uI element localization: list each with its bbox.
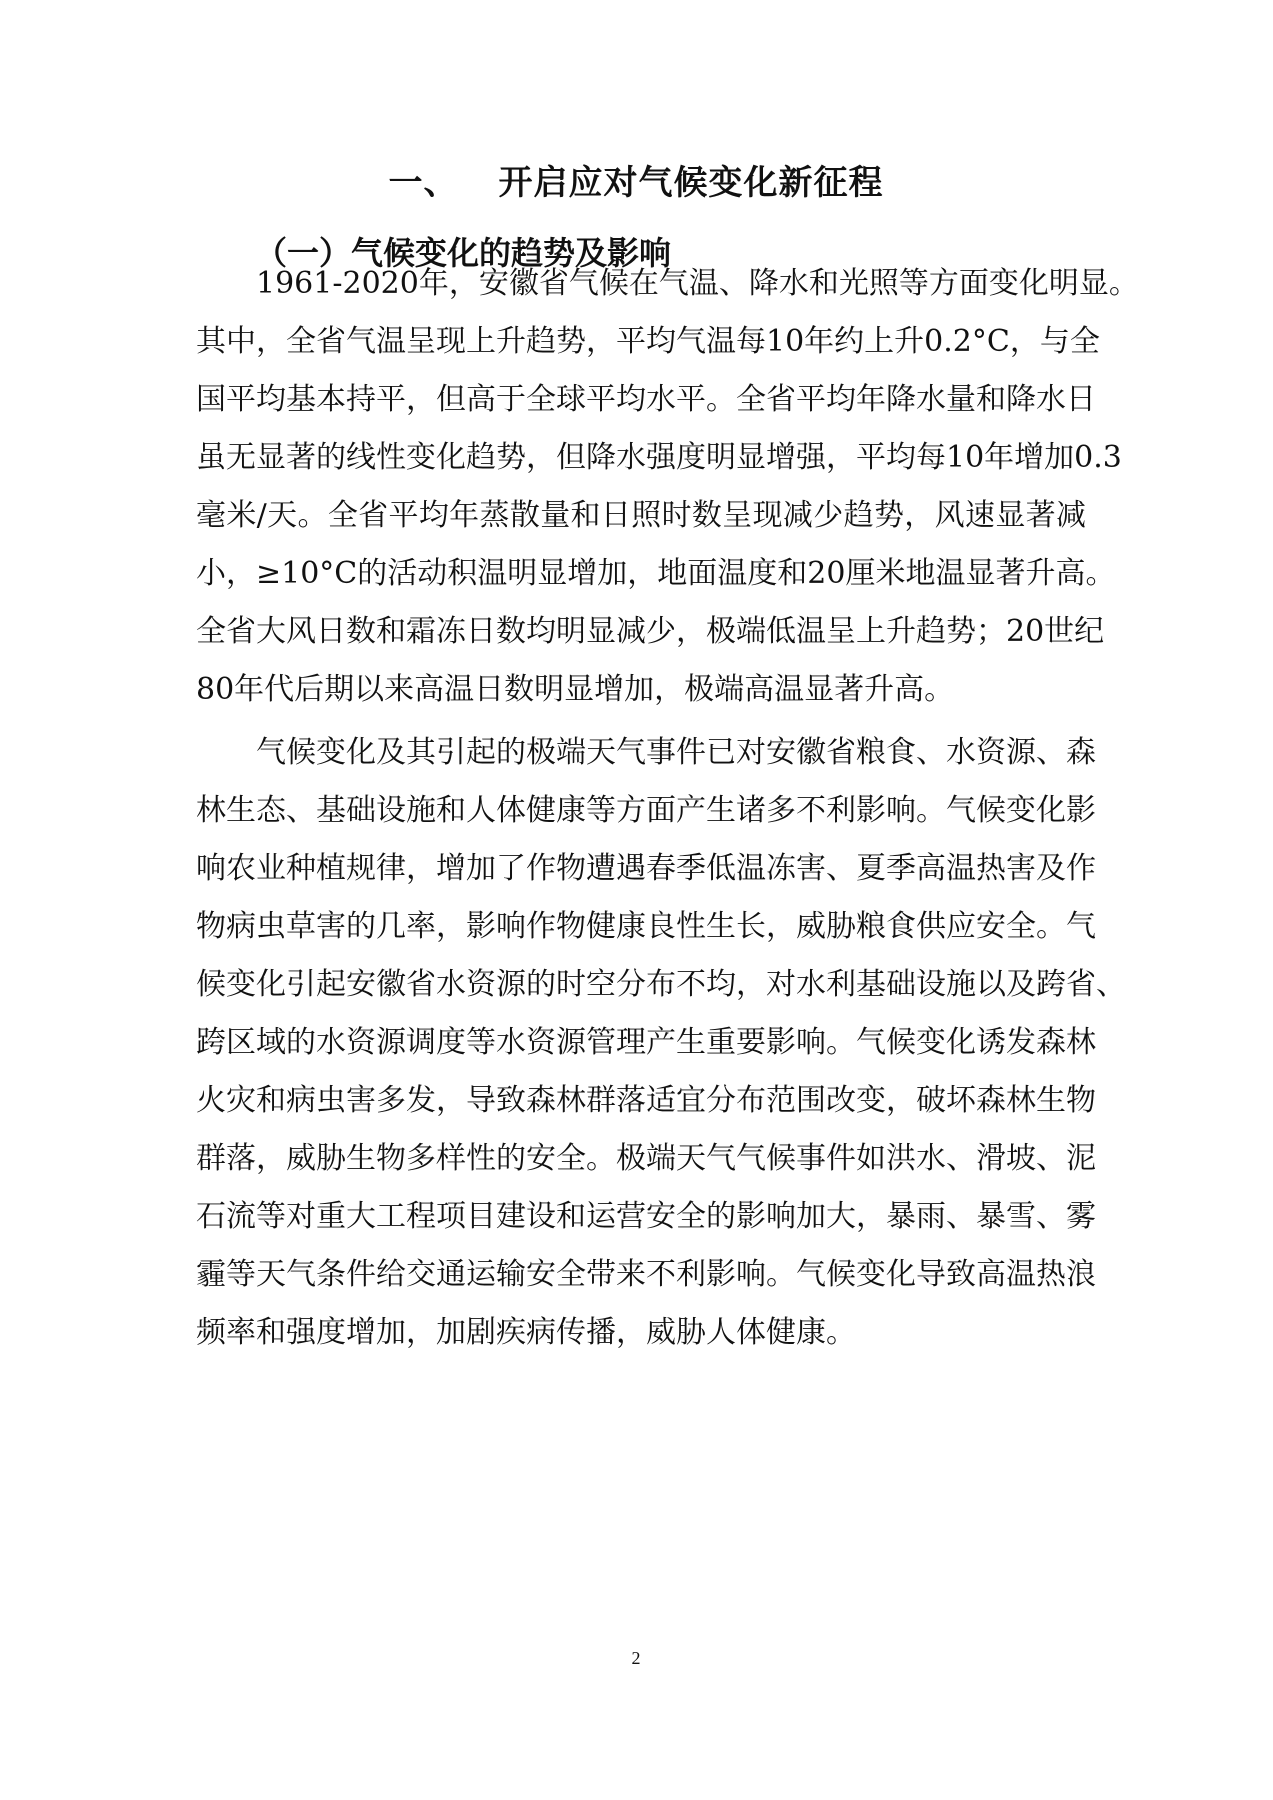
paragraph-1-line-7: 全省大风日数和霜冻日数均明显减少，极端低温呈上升趋势；20世纪	[196, 614, 1105, 649]
page-number: 2	[631, 1648, 641, 1668]
paragraph-2-line-11: 频率和强度增加，加剧疾病传播，威胁人体健康。	[196, 1315, 856, 1350]
paragraph-1-line-5: 毫米/天。全省平均年蒸散量和日照时数呈现减少趋势，风速显著减	[196, 498, 1086, 533]
subsection-title: （一）气候变化的趋势及影响	[255, 234, 672, 272]
paragraph-2-line-1: 气候变化及其引起的极端天气事件已对安徽省粮食、水资源、森	[256, 735, 1096, 770]
paragraph-2-line-8: 群落，威胁生物多样性的安全。极端天气气候事件如洪水、滑坡、泥	[196, 1141, 1096, 1176]
paragraph-2-line-2: 林生态、基础设施和人体健康等方面产生诸多不利影响。气候变化影	[196, 793, 1096, 828]
paragraph-2-line-6: 跨区域的水资源调度等水资源管理产生重要影响。气候变化诱发森林	[196, 1025, 1096, 1060]
section-number: 一、	[388, 163, 459, 203]
paragraph-1-line-1: 1961-2020年，安徽省气候在气温、降水和光照等方面变化明显。	[256, 266, 1139, 301]
paragraph-2-line-5: 候变化引起安徽省水资源的时空分布不均，对水利基础设施以及跨省、	[196, 967, 1126, 1002]
paragraph-2-line-7: 火灾和病虫害多发，导致森林群落适宜分布范围改变，破坏森林生物	[196, 1083, 1096, 1118]
paragraph-2-line-9: 石流等对重大工程项目建设和运营安全的影响加大，暴雨、暴雪、雾	[196, 1199, 1096, 1234]
section-title-text: 开启应对气候变化新征程	[498, 163, 884, 203]
paragraph-2-line-4: 物病虫草害的几率，影响作物健康良性生长，威胁粮食供应安全。气	[196, 909, 1096, 944]
section-title	[196, 160, 1076, 206]
paragraph-2-line-3: 响农业种植规律，增加了作物遭遇春季低温冻害、夏季高温热害及作	[196, 851, 1096, 886]
paragraph-1-line-3: 国平均基本持平，但高于全球平均水平。全省平均年降水量和降水日	[196, 382, 1096, 417]
paragraph-1-line-2: 其中，全省气温呈现上升趋势，平均气温每10年约上升0.2°C，与全	[196, 324, 1100, 359]
paragraph-1-line-4: 虽无显著的线性变化趋势，但降水强度明显增强，平均每10年增加0.3	[196, 440, 1122, 475]
paragraph-1-line-6: 小，≥10°C的活动积温明显增加，地面温度和20厘米地温显著升高。	[196, 556, 1116, 591]
paragraph-1-line-8: 80年代后期以来高温日数明显增加，极端高温显著升高。	[196, 672, 955, 707]
paragraph-2-line-10: 霾等天气条件给交通运输安全带来不利影响。气候变化导致高温热浪	[196, 1257, 1096, 1292]
